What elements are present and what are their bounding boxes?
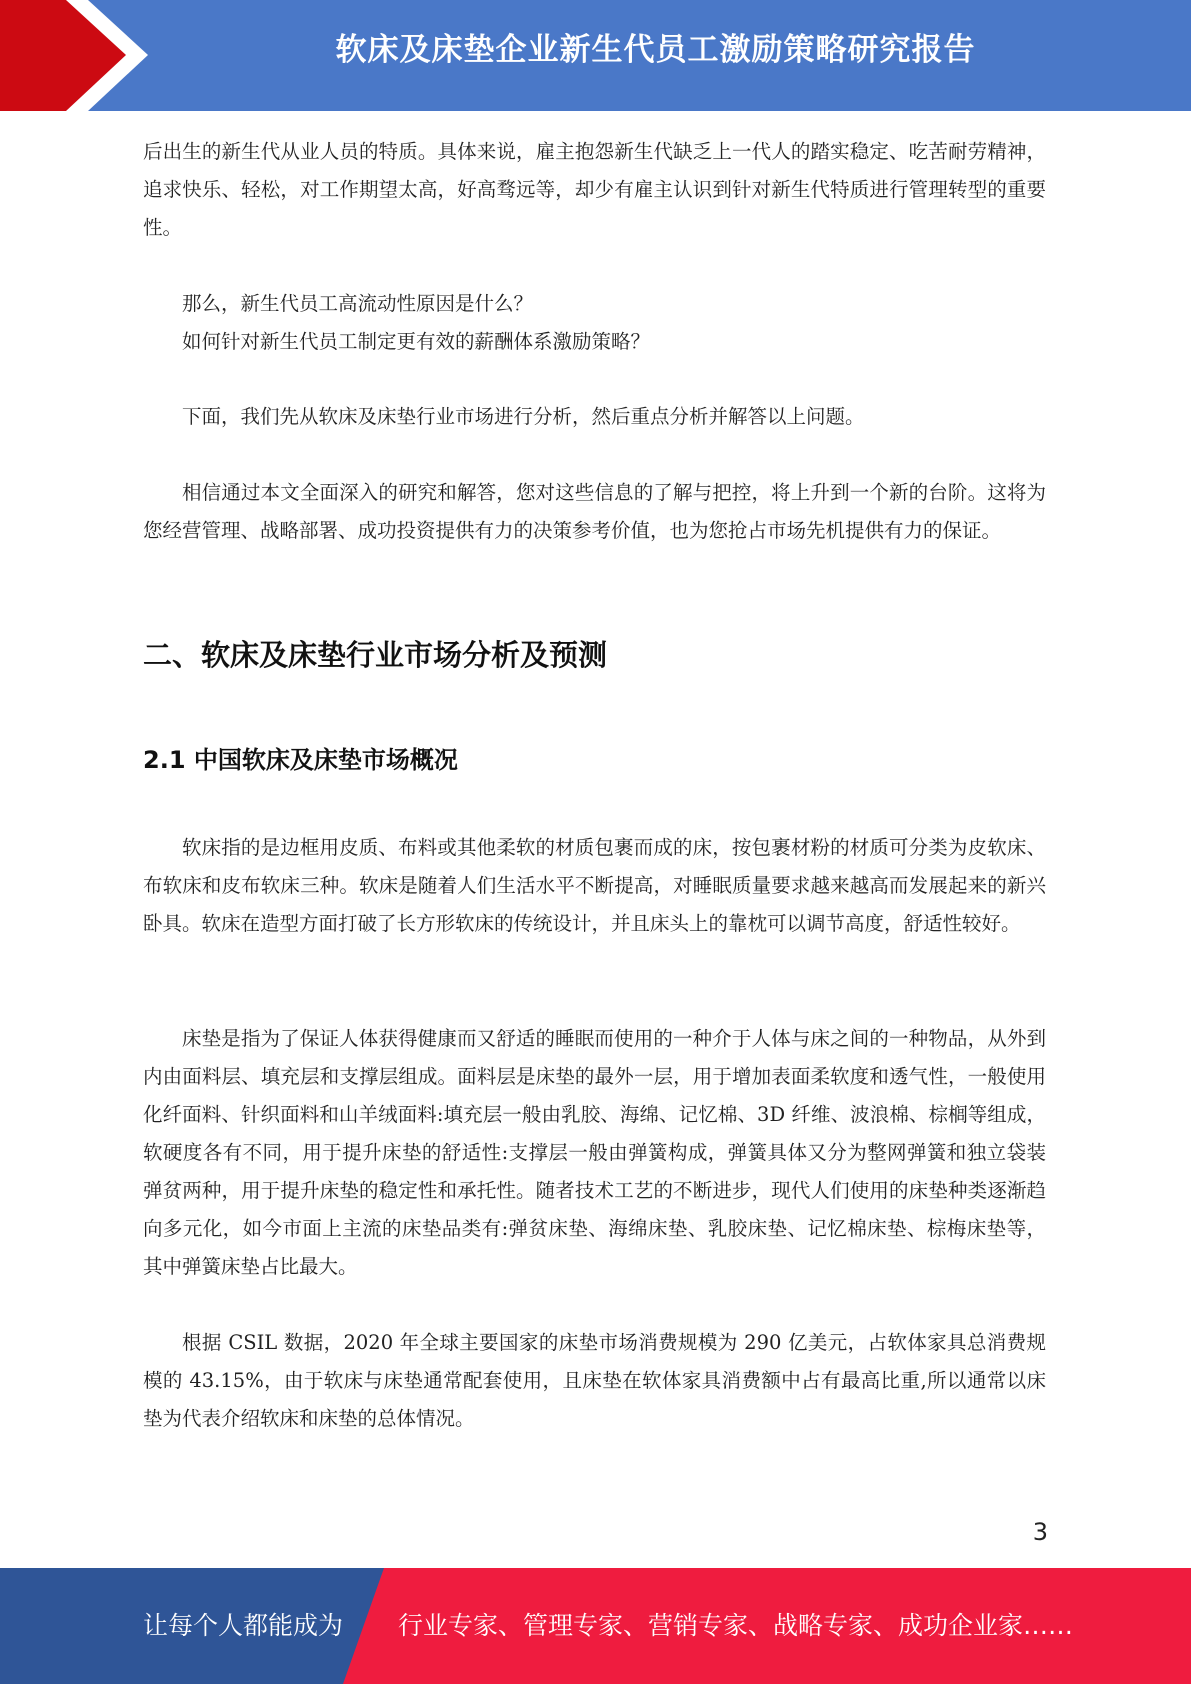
question-turnover: 那么，新生代员工高流动性原因是什么？ xyxy=(182,292,534,315)
page-header xyxy=(0,0,1191,111)
section-heading: 二、软床及床垫行业市场分析及预测 xyxy=(143,638,608,672)
footer-slogan-left: 让每个人都能成为 xyxy=(143,1611,344,1640)
paragraph-intro: 后出生的新生代从业人员的特质。具体来说，雇主抱怨新生代缺乏上一代人的踏实稳定、吃苦耐劳精神，追求快乐、轻松，对工作期望太高，好高骛远等，却少有雇主认识到针对新生代特质进行管理转型的重要性。 xyxy=(143,140,1046,239)
page-footer xyxy=(0,1568,1191,1684)
paragraph-believe: 相信通过本文全面深入的研究和解答，您对这些信息的了解与把控，将上升到一个新的台阶。这将为您经营管理、战略部署、成功投资提供有力的决策参考价值，也为您抢占市场先机提供有力的保证。 xyxy=(143,481,1046,542)
paragraph-next: 下面，我们先从软床及床垫行业市场进行分析，然后重点分析并解答以上问题。 xyxy=(182,405,865,428)
paragraph-mattress: 床垫是指为了保证人体获得健康而又舒适的睡眠而使用的一种介于人体与床之间的一种物品，从外到内由面料层、填充层和支撑层组成。面料层是床垫的最外一层，用于增加表面柔软度和透气性，一般使用化纤面料、针织面料和山羊绒面料:填充层一般由乳胶、海绵、记忆棉、3D 纤维、波浪棉、棕榈等组成，软硬度各有不同，用于提升床垫的舒适性:支撑层一般由弹簧构成，弹簧具体又分为整网弹簧和独立袋装弹贫两种，用于提升床垫的稳定性和承托性。随者技术工艺的不断进步，现代人们使用的床垫种类逐渐趋向多元化，如今市面上主流的床垫品类有:弹贫床垫、海绵床垫、乳胶床垫、记忆棉床垫、棕梅床垫等，其中弹簧床垫占比最大。 xyxy=(143,1027,1046,1278)
page-number: 3 xyxy=(1032,1518,1048,1546)
paragraph-softbed: 软床指的是边框用皮质、布料或其他柔软的材质包裹而成的床，按包裹材粉的材质可分类为皮软床、布软床和皮布软床三种。软床是随着人们生活水平不断提高，对睡眠质量要求越来越高而发展起来的新兴卧具。软床在造型方面打破了长方形软床的传统设计，并且床头上的靠枕可以调节高度，舒适性较好。 xyxy=(143,836,1046,935)
paragraph-csil: 根据 CSIL 数据，2020 年全球主要国家的床垫市场消费规模为 290 亿美元，占软体家具总消费规模的 43.15%，由于软床与床垫通常配套使用，且床垫在软体家具消费额中占有最高比重,所以通常以床垫为代表介绍软床和床垫的总体情况。 xyxy=(143,1331,1046,1430)
question-incentive: 如何针对新生代员工制定更有效的薪酬体系激励策略？ xyxy=(182,330,651,353)
header-title: 软床及床垫企业新生代员工激励策略研究报告 xyxy=(335,32,976,68)
footer-slogan-right: 行业专家、管理专家、营销专家、战略专家、成功企业家…… xyxy=(398,1611,1074,1640)
subsection-heading: 2.1 中国软床及床垫市场概况 xyxy=(143,746,458,774)
